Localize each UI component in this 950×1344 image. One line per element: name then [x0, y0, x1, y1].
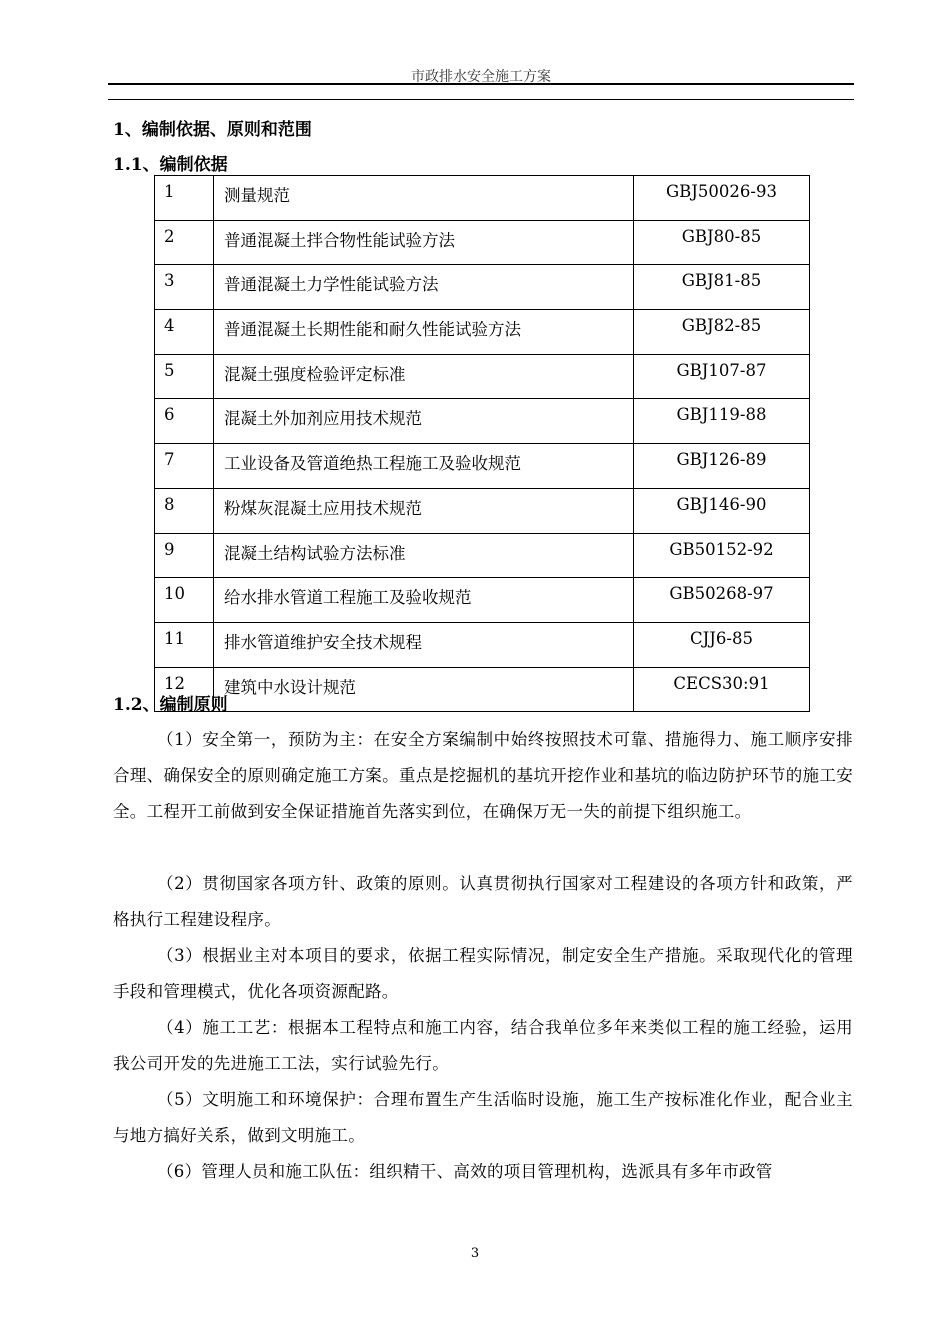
ref-number: 4 [155, 310, 214, 355]
table-row [155, 667, 810, 712]
ref-name: 建筑中水设计规范 [214, 667, 634, 712]
ref-number: 5 [155, 354, 214, 399]
ref-code: GB50268-97 [634, 578, 810, 623]
table-row [155, 488, 810, 533]
header-rule-thin [108, 99, 854, 100]
section-heading-1-2: 1.2、编制原则 [113, 695, 228, 715]
ref-number: 3 [155, 265, 214, 310]
ref-number: 6 [155, 399, 214, 444]
principle-paragraph-3: （3）根据业主对本项目的要求，依据工程实际情况，制定安全生产措施。采取现代化的管理手段和管理模式，优化各项资源配路。 [113, 946, 853, 1001]
ref-name: 工业设备及管道绝热工程施工及验收规范 [214, 444, 634, 489]
page-number: 3 [470, 1246, 480, 1261]
ref-code: GBJ126-89 [634, 444, 810, 489]
table-row [155, 176, 810, 221]
principle-paragraph-6: （6）管理人员和施工队伍：组织精干、高效的项目管理机构，选派具有多年市政管 [157, 1162, 773, 1181]
table-row [155, 220, 810, 265]
ref-number: 8 [155, 488, 214, 533]
ref-number: 11 [155, 622, 214, 667]
ref-number: 1 [155, 176, 214, 221]
table-row [155, 310, 810, 355]
ref-code: GBJ82-85 [634, 310, 810, 355]
ref-number: 7 [155, 444, 214, 489]
ref-name: 排水管道维护安全技术规程 [214, 622, 634, 667]
ref-number: 2 [155, 220, 214, 265]
principle-paragraph-5: （5）文明施工和环境保护：合理布置生产生活临时设施，施工生产按标准化作业，配合业主与地方搞好关系，做到文明施工。 [113, 1090, 853, 1145]
section-heading-1: 1、编制依据、原则和范围 [113, 120, 312, 140]
ref-code: GBJ119-88 [634, 399, 810, 444]
ref-number: 9 [155, 533, 214, 578]
reference-standards-table [154, 175, 810, 712]
principle-paragraph-2: （2）贯彻国家各项方针、政策的原则。认真贯彻执行国家对工程建设的各项方针和政策，严格执行工程建设程序。 [113, 874, 853, 929]
table-row [155, 399, 810, 444]
ref-code: GBJ81-85 [634, 265, 810, 310]
table-row [155, 354, 810, 399]
ref-number: 12 [155, 667, 214, 712]
ref-code: CJJ6-85 [634, 622, 810, 667]
ref-name: 普通混凝土力学性能试验方法 [214, 265, 634, 310]
table-row [155, 622, 810, 667]
ref-code: GBJ50026-93 [634, 176, 810, 221]
page-header-title: 市政排水安全施工方案 [411, 69, 551, 85]
table-row [155, 444, 810, 489]
table-row [155, 265, 810, 310]
table-row [155, 533, 810, 578]
ref-name: 普通混凝土长期性能和耐久性能试验方法 [214, 310, 634, 355]
ref-code: GBJ80-85 [634, 220, 810, 265]
table-row [155, 578, 810, 623]
ref-number: 10 [155, 578, 214, 623]
ref-name: 普通混凝土拌合物性能试验方法 [214, 220, 634, 265]
principle-paragraph-4: （4）施工工艺：根据本工程特点和施工内容，结合我单位多年来类似工程的施工经验，运用我公司开发的先进施工工法，实行试验先行。 [113, 1018, 853, 1073]
ref-name: 混凝土强度检验评定标准 [214, 354, 634, 399]
ref-name: 粉煤灰混凝土应用技术规范 [214, 488, 634, 533]
reference-table-body [155, 176, 810, 712]
ref-code: GBJ146-90 [634, 488, 810, 533]
ref-name: 混凝土外加剂应用技术规范 [214, 399, 634, 444]
principle-paragraph-1: （1）安全第一，预防为主：在安全方案编制中始终按照技术可靠、措施得力、施工顺序安排合理、确保安全的原则确定施工方案。重点是挖掘机的基坑开挖作业和基坑的临边防护环节的施工安全。工程开工前做到安全保证措施首先落实到位，在确保万无一失的前提下组织施工。 [113, 730, 853, 821]
ref-name: 给水排水管道工程施工及验收规范 [214, 578, 634, 623]
ref-code: CECS30:91 [634, 667, 810, 712]
ref-name: 混凝土结构试验方法标准 [214, 533, 634, 578]
ref-code: GB50152-92 [634, 533, 810, 578]
ref-name: 测量规范 [214, 176, 634, 221]
section-heading-1-1: 1.1、编制依据 [113, 155, 228, 175]
header-rule-thick [108, 83, 854, 85]
ref-code: GBJ107-87 [634, 354, 810, 399]
